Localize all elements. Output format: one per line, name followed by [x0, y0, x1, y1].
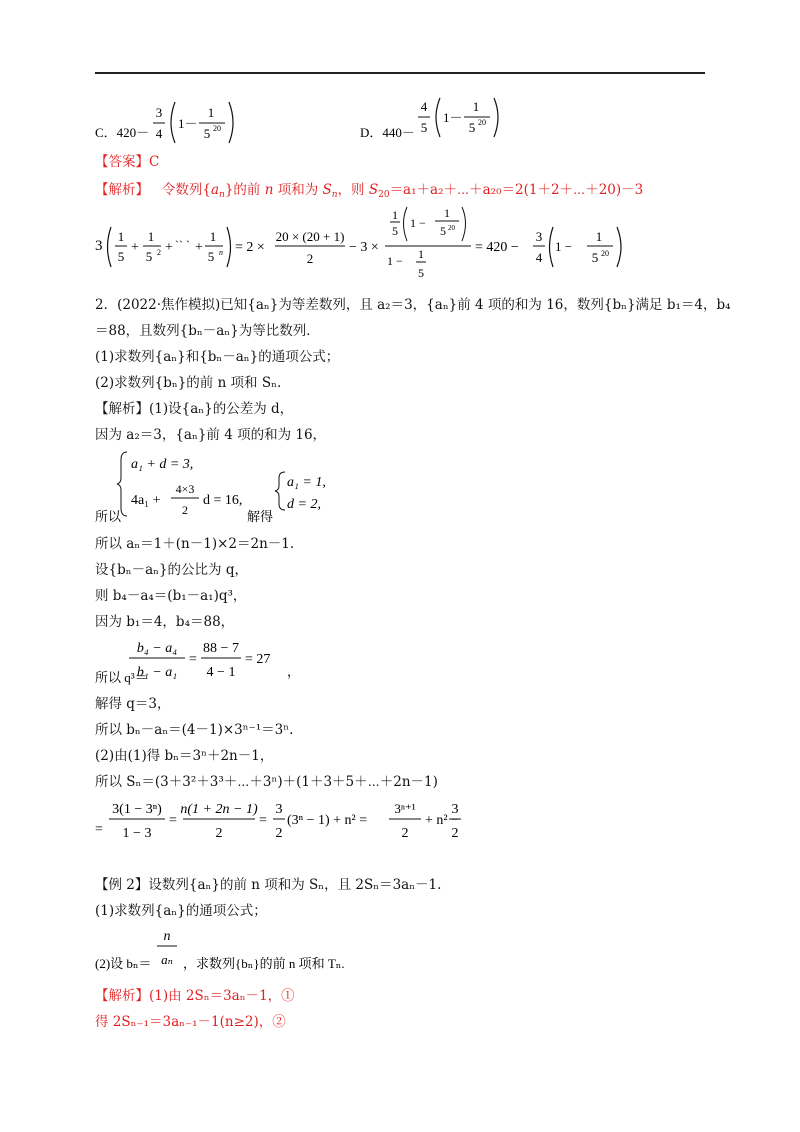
analysis-formula-1-tail	[585, 205, 645, 285]
svg-text:2: 2	[306, 251, 314, 266]
svg-text:3: 3	[535, 229, 543, 244]
svg-text:4 − 1: 4 − 1	[206, 665, 236, 680]
solution2-l6: 因为 b₁＝4，b₄＝88，	[95, 614, 235, 630]
svg-text:20: 20	[601, 249, 609, 258]
option-c-formula	[95, 95, 295, 145]
svg-text:3(1 − 3ⁿ): 3(1 − 3ⁿ)	[112, 802, 162, 817]
answer-label: 【答案】	[95, 154, 149, 170]
svg-text:4: 4	[155, 126, 163, 141]
option-c-label: C．420－	[95, 125, 150, 140]
svg-text:3: 3	[155, 105, 163, 120]
solution2-l5: 则 b₄－a₄＝(b₁－a₁)q³，	[95, 588, 247, 604]
svg-text:5: 5	[392, 224, 398, 238]
svg-text:+: +	[165, 240, 173, 255]
svg-text:2: 2	[401, 826, 409, 841]
svg-text:+ n² −: + n² −	[425, 813, 459, 828]
svg-text:=: =	[95, 822, 103, 837]
svg-text:88 − 7: 88 − 7	[203, 641, 239, 656]
problem2-q2: (2)求数列{bₙ}的前 n 项和 Sₙ.	[95, 375, 282, 391]
svg-text:− 3 ×: − 3 ×	[349, 240, 379, 255]
svg-text:a₁ = 1,: a₁ = 1,	[287, 475, 326, 490]
svg-text:4×3: 4×3	[175, 482, 195, 496]
option-d-label: D．440－	[360, 125, 415, 140]
solution2-l8: 解得 q＝3，	[95, 696, 171, 712]
svg-text:，求数列{bₙ}的前 n 项和 Tₙ.: ，求数列{bₙ}的前 n 项和 Tₙ.	[183, 956, 345, 971]
problem2-line1: 2．(2022·焦作模拟)已知{aₙ}为等差数列，且 a₂＝3，{aₙ}前 4 项的和为 16，数列{bₙ}满足 b₁＝4，b₄	[95, 297, 731, 313]
svg-text:20 × (20 + 1): 20 × (20 + 1)	[275, 229, 345, 244]
svg-text:1: 1	[117, 229, 125, 244]
solution2-l2: 因为 a₂＝3，{aₙ}前 4 项的和为 16，	[95, 427, 327, 443]
svg-text:1－: 1－	[443, 110, 463, 125]
svg-text:5: 5	[440, 224, 446, 238]
answer-line	[95, 153, 159, 171]
svg-text:1: 1	[392, 208, 398, 222]
svg-text:=: =	[259, 813, 267, 828]
svg-text:1 − 3: 1 − 3	[122, 826, 152, 841]
option-d-formula	[360, 95, 560, 145]
analysis-line-1: 【解析】 令数列$\{a_n\}$的前 n 项和为 $S_n$，则 $S_{20}=a_1+a_2+\cdots+a_{20}=2(1+2+\cdots+20)-3$	[95, 182, 644, 200]
solution2-l1: 【解析】(1)设{aₙ}的公差为 d，	[95, 401, 294, 417]
svg-text:5: 5	[117, 249, 125, 264]
svg-text:2: 2	[157, 248, 161, 257]
header-rule	[95, 72, 705, 74]
example2-solution-1: 【解析】(1)由 2Sₙ＝3aₙ－1，①	[95, 988, 295, 1004]
svg-text:5: 5	[468, 120, 476, 135]
svg-text:4a₁ +: 4a₁ +	[131, 493, 161, 508]
svg-text:所以 q³＝: 所以 q³＝	[95, 670, 148, 685]
svg-text:b₁ − a₁: b₁ − a₁	[136, 665, 178, 680]
svg-text:，: ，	[287, 664, 301, 679]
svg-text:3: 3	[275, 802, 283, 817]
q-cubed-formula	[95, 632, 315, 687]
solution2-l4: 设{bₙ－aₙ}的公比为 q，	[95, 562, 248, 578]
example2-l1: 【例 2】设数列{aₙ}的前 n 项和为 Sₙ，且 2Sₙ＝3aₙ－1.	[95, 877, 442, 893]
svg-text:2: 2	[275, 826, 283, 841]
svg-text:1: 1	[418, 247, 424, 261]
svg-text:3: 3	[95, 238, 103, 254]
svg-text:1: 1	[472, 99, 480, 114]
example2-solution-2: 得 2Sₙ₋₁＝3aₙ₋₁－1(n≥2)，②	[95, 1014, 286, 1030]
svg-text:5: 5	[207, 249, 215, 264]
svg-text:3: 3	[451, 802, 459, 817]
svg-text:5: 5	[418, 266, 424, 280]
svg-text:a₁ + d = 3,: a₁ + d = 3,	[131, 457, 194, 472]
analysis-formula-1	[95, 205, 585, 285]
svg-text:4: 4	[420, 99, 428, 114]
svg-text:2: 2	[182, 503, 188, 517]
svg-text:5: 5	[420, 120, 428, 135]
svg-text:+: +	[131, 240, 139, 255]
svg-text:n: n	[163, 929, 171, 944]
sum-formula-tail	[445, 795, 475, 845]
svg-text:aₙ: aₙ	[161, 952, 173, 967]
svg-text:1: 1	[147, 229, 155, 244]
svg-text:=: =	[189, 652, 197, 667]
example2-b-formula	[95, 924, 395, 974]
svg-text:`` `: `` `	[175, 238, 190, 252]
svg-text:= 420 −: = 420 −	[475, 240, 519, 255]
svg-text:(2)设 bₙ＝: (2)设 bₙ＝	[95, 956, 152, 971]
svg-text:1－: 1－	[178, 116, 198, 131]
svg-text:n(1 + 2n − 1): n(1 + 2n − 1)	[180, 802, 258, 817]
svg-text:b₄ − a₄: b₄ − a₄	[136, 641, 178, 656]
svg-text:n: n	[219, 248, 223, 257]
svg-text:1 −: 1 −	[387, 254, 403, 268]
svg-text:d = 2,: d = 2,	[287, 497, 321, 512]
svg-text:1: 1	[444, 206, 450, 220]
svg-text:= 27: = 27	[245, 652, 271, 667]
svg-text:1 −: 1 −	[410, 216, 426, 230]
solution2-l3: 所以 aₙ＝1＋(n－1)×2＝2n－1.	[95, 536, 295, 552]
svg-text:5: 5	[145, 249, 153, 264]
svg-text:3ⁿ⁺¹: 3ⁿ⁺¹	[394, 801, 416, 816]
svg-text:d = 16,: d = 16,	[203, 493, 243, 508]
svg-text:1: 1	[207, 105, 215, 120]
equation-system	[95, 448, 355, 528]
svg-text:2: 2	[215, 826, 223, 841]
answer-value: C	[149, 154, 160, 170]
svg-text:5: 5	[591, 250, 599, 265]
svg-text:解得: 解得	[247, 509, 274, 524]
svg-text:所以: 所以	[95, 509, 122, 524]
svg-text:(3ⁿ − 1) + n² =: (3ⁿ − 1) + n² =	[287, 813, 368, 828]
solution2-l10: (2)由(1)得 bₙ＝3ⁿ＋2n－1，	[95, 748, 274, 764]
svg-text:5: 5	[203, 126, 211, 141]
solution2-l11: 所以 Sₙ＝(3＋3²＋3³＋⋯＋3ⁿ)＋(1＋3＋5＋⋯＋2n－1)	[95, 774, 438, 790]
svg-text:4: 4	[535, 250, 543, 265]
svg-text:+: +	[195, 240, 203, 255]
example2-l2: (1)求数列{aₙ}的通项公式；	[95, 903, 267, 919]
svg-text:20: 20	[448, 224, 455, 232]
solution2-l9: 所以 bₙ－aₙ＝(4－1)×3ⁿ⁻¹＝3ⁿ.	[95, 722, 294, 738]
problem2-q1: (1)求数列{aₙ}和{bₙ－aₙ}的通项公式；	[95, 349, 340, 365]
problem2-line2: ＝88，且数列{bₙ－aₙ}为等比数列．	[95, 323, 320, 339]
svg-text:= 2 ×: = 2 ×	[235, 240, 265, 255]
svg-text:=: =	[169, 813, 177, 828]
svg-text:20: 20	[213, 124, 221, 133]
svg-text:1 −: 1 −	[555, 239, 573, 254]
svg-text:1: 1	[595, 229, 603, 244]
svg-text:2: 2	[451, 826, 459, 841]
sum-formula	[95, 795, 475, 845]
svg-text:1: 1	[209, 229, 217, 244]
svg-text:20: 20	[478, 118, 486, 127]
